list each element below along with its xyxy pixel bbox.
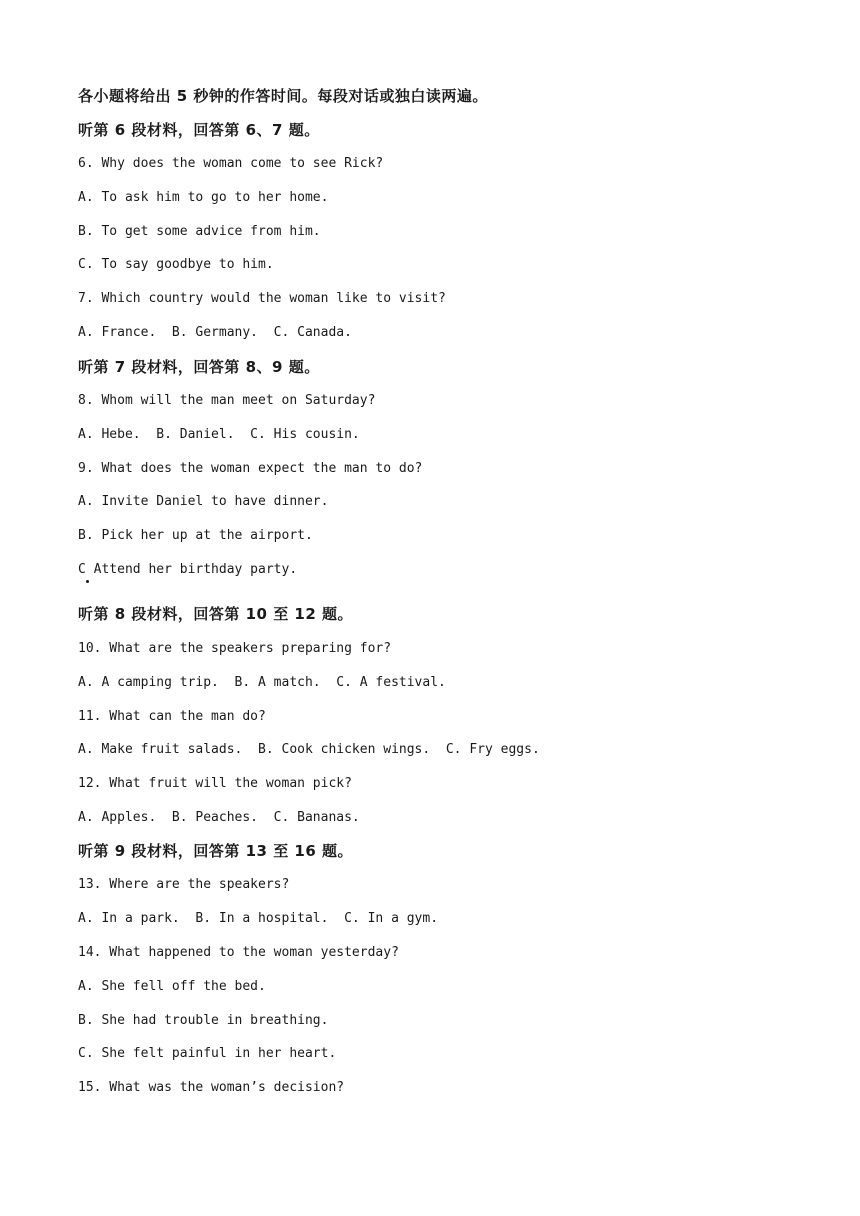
answer-option: A. Invite Daniel to have dinner. (78, 494, 329, 509)
question-stem: 12. What fruit will the woman pick? (78, 776, 352, 791)
question-stem: 10. What are the speakers preparing for? (78, 641, 392, 656)
question-stem: 7. Which country would the woman like to visit? (78, 291, 446, 306)
question-stem: 14. What happened to the woman yesterday? (78, 945, 399, 960)
answer-option: C Attend her birthday party. (78, 562, 298, 577)
question-stem: 6. Why does the woman come to see Rick? (78, 156, 384, 171)
answer-option: B. To get some advice from him. (78, 224, 321, 239)
question-stem: 8. Whom will the man meet on Saturday? (78, 393, 376, 408)
answer-option: C. She felt painful in her heart. (78, 1046, 337, 1061)
section-heading: 听第 6 段材料，回答第 6、7 题。 (78, 121, 320, 139)
stray-dot-mark (86, 580, 89, 583)
answer-option: B. Pick her up at the airport. (78, 528, 313, 543)
section-heading: 听第 8 段材料，回答第 10 至 12 题。 (78, 605, 354, 623)
answer-options-row: A. Make fruit salads. B. Cook chicken wings. C. Fry eggs. (78, 742, 540, 757)
answer-options-row: A. Hebe. B. Daniel. C. His cousin. (78, 427, 360, 442)
instruction-text: 各小题将给出 5 秒钟的作答时间。每段对话或独白读两遍。 (78, 87, 488, 105)
answer-options-row: A. In a park. B. In a hospital. C. In a gym. (78, 911, 439, 926)
answer-option: A. She fell off the bed. (78, 979, 266, 994)
question-stem: 13. Where are the speakers? (78, 877, 290, 892)
section-heading: 听第 9 段材料，回答第 13 至 16 题。 (78, 842, 354, 860)
section-heading: 听第 7 段材料，回答第 8、9 题。 (78, 358, 320, 376)
question-stem: 15. What was the woman’s decision? (78, 1080, 345, 1095)
answer-options-row: A. Apples. B. Peaches. C. Bananas. (78, 810, 360, 825)
answer-option: B. She had trouble in breathing. (78, 1013, 329, 1028)
answer-options-row: A. France. B. Germany. C. Canada. (78, 325, 352, 340)
question-stem: 11. What can the man do? (78, 709, 266, 724)
question-stem: 9. What does the woman expect the man to do? (78, 461, 423, 476)
answer-option: A. To ask him to go to her home. (78, 190, 329, 205)
answer-option: C. To say goodbye to him. (78, 257, 274, 272)
answer-options-row: A. A camping trip. B. A match. C. A festival. (78, 675, 446, 690)
